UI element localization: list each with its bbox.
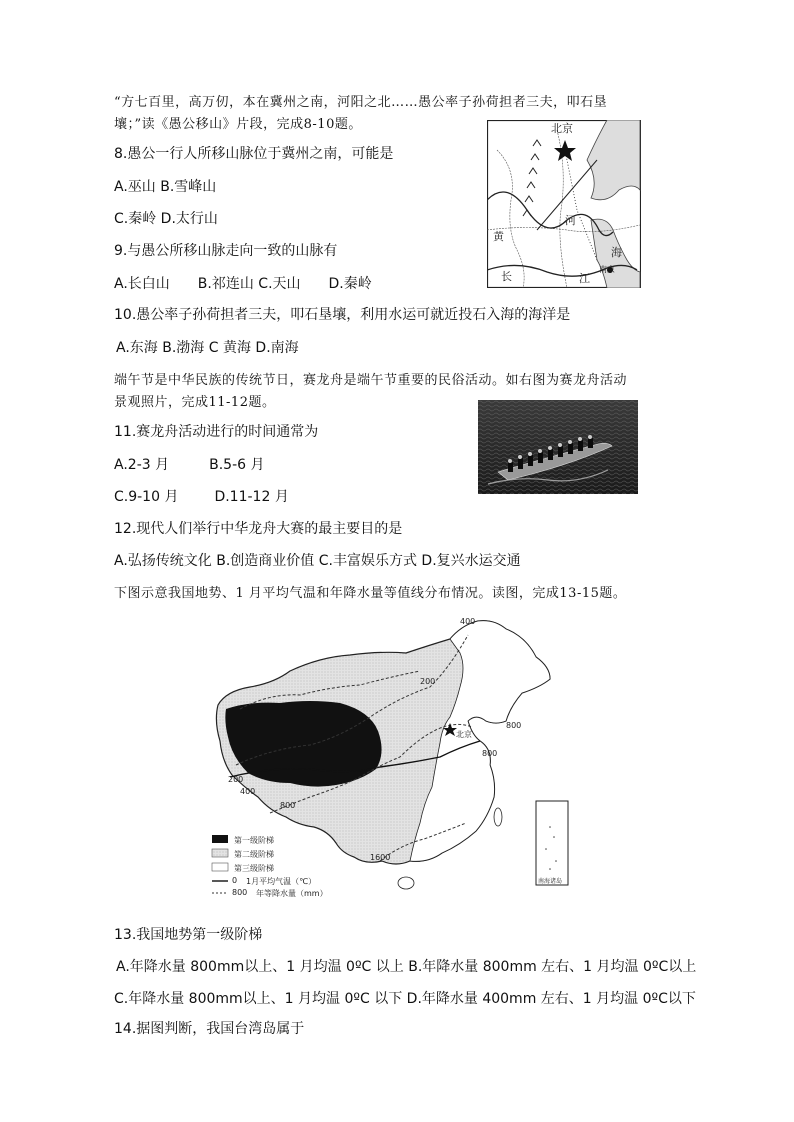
- q8-stem: 8.愚公一行人所移山脉位于冀州之南，可能是: [114, 146, 394, 162]
- dragon-boat-photo: [478, 400, 638, 494]
- legend-step2: 第二级阶梯: [234, 850, 274, 859]
- yugong-nanjing-label: 南京: [599, 265, 615, 274]
- iso-400-top: 400: [460, 617, 476, 626]
- yugong-beijing-label: 北京: [551, 122, 573, 135]
- iso-1600: 1600: [370, 853, 391, 862]
- legend-step1: 第一级阶梯: [234, 836, 274, 845]
- q12-options: A.弘扬传统文化 B.创造商业价值 C.丰富娱乐方式 D.复兴水运交通: [114, 553, 521, 569]
- q11-options-ab: [114, 456, 264, 474]
- q8-options-cd: C.秦岭 D.太行山: [114, 211, 218, 227]
- q9-stem: 9.与愚公所移山脉走向一致的山脉有: [114, 243, 338, 259]
- dragon-boat-photo-svg: [478, 400, 638, 494]
- intro-8-10-line1: “方七百里，高万仞，本在冀州之南，河阳之北……愚公率子孙荷担者三夫，叩石垦: [114, 95, 608, 110]
- q10-stem: 10.愚公率子孙荷担者三夫，叩石垦壤，利用水运可就近投石入海的海洋是: [114, 307, 571, 323]
- q11-option-b: B.5-6 月: [209, 457, 265, 473]
- yugong-map-svg: [487, 120, 641, 288]
- q13-stem: 13.我国地势第一级阶梯: [114, 927, 263, 943]
- q8-options-ab: A.巫山 B.雪峰山: [114, 179, 217, 195]
- q9-option-d: D.秦岭: [328, 276, 372, 292]
- q11-options-cd: [114, 488, 289, 506]
- q11-stem: 11.赛龙舟活动进行的时间通常为: [114, 424, 319, 440]
- q9-option-b: B.祁连山: [197, 276, 254, 292]
- legend-precip-label: 年等降水量（mm）: [256, 889, 328, 898]
- q13-options-cd: C.年降水量 800mm以上、1 月均温 0ºC 以下 D.年降水量 400mm 左右、1 月均温 0ºC以下: [114, 991, 696, 1007]
- q10-options: A.东海 B.渤海 C 黄海 D.南海: [116, 340, 299, 356]
- inset-label: 南海诸岛: [538, 878, 563, 885]
- yugong-huang-label: 黄: [493, 230, 504, 243]
- q11-option-a: A.2-3 月: [114, 457, 170, 473]
- q14-stem: 14.据图判断，我国台湾岛属于: [114, 1021, 305, 1037]
- yugong-he-label: 河: [565, 214, 576, 227]
- q9-option-c: C.天山: [258, 276, 301, 292]
- iso-200-west: 200: [228, 775, 244, 784]
- china-terrain-map: [210, 617, 570, 907]
- intro-13-15: 下图示意我国地势、1 月平均气温和年降水量等值线分布情况。读图，完成13-15题。: [114, 586, 627, 601]
- iso-400-west: 400: [240, 787, 256, 796]
- q11-option-d: D.11-12 月: [214, 489, 289, 505]
- yugong-map: [487, 120, 641, 288]
- yugong-jiang-label: 江: [579, 272, 590, 285]
- intro-11-12-line2: 景观照片，完成11-12题。: [114, 395, 276, 410]
- q9-option-a: A.长白山: [114, 276, 170, 292]
- q12-stem: 12.现代人们举行中华龙舟大赛的最主要目的是: [114, 521, 403, 537]
- iso-800-east: 800: [482, 749, 498, 758]
- yugong-hai-label: 海: [611, 246, 622, 259]
- intro-8-10-line2: 壤；”读《愚公移山》片段，完成8-10题。: [114, 117, 362, 132]
- q13-options-ab: A.年降水量 800mm以上、1 月均温 0ºC 以上 B.年降水量 800mm 左右、1 月均温 0ºC以上: [116, 959, 697, 975]
- legend-step3: 第三级阶梯: [234, 864, 274, 873]
- q11-option-c: C.9-10 月: [114, 489, 179, 505]
- legend-precip-value: 800: [232, 888, 248, 897]
- iso-800-sw: 800: [280, 801, 296, 810]
- china-beijing-label: 北京: [456, 730, 472, 739]
- legend-temp-label: 1月平均气温（℃）: [246, 877, 317, 886]
- q9-options: [114, 275, 372, 293]
- legend-temp-value: 0: [232, 876, 238, 885]
- intro-11-12-line1: 端午节是中华民族的传统节日，赛龙舟是端午节重要的民俗活动。如右图为赛龙舟活动: [114, 373, 628, 388]
- yugong-chang-label: 长: [501, 270, 512, 283]
- iso-800-ne: 800: [506, 721, 522, 730]
- iso-200-north: 200: [420, 677, 436, 686]
